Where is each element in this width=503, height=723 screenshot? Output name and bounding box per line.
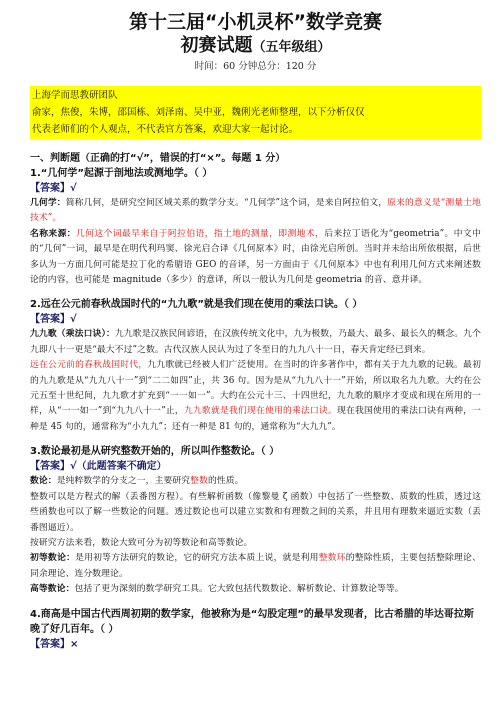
question-3: 3.数论最初是从研究整数开始的，所以叫作整数论。（ ） [30,446,280,458]
q3-text-a: 是纯粹数学的分支之一，主要研究 [56,476,191,487]
q3-explanation-5 [30,582,481,597]
q3-explanation-3: 按研究方法来看，数论大致可分为初等数论和高等数论。 [30,537,253,548]
q2-history-text: 九九歌就已经被人们广泛使用。在当时的许多著作中，都有关于九九歌的记载。最初的九九歌是从“九九八十一”到“二二如四”止，共 36 句。因为是从“九九八十一”开始，所以取名九九歌。大约在公元五至十世纪间，九九歌才扩充到“一一如一”。大约在公元十三、十四世纪，九九歌的顺序才变成和现在所用的一样，从“一一如一”到“九九八十一”止， [30,360,481,417]
q3-advanced-text: 包括了更为深刻的数学研究工具。它大致包括代数数论、解析数论、计算数论等等。 [74,584,404,595]
q2-explanation-2 [30,358,481,435]
q1-red-text: 原来的意义是“测量土地技术”。 [30,198,481,224]
notice-authors: 俞家，焦俊，朱博，邵国栋、刘泽南、吴中亚，魏俐光老师整理，以下分析仅仅 [32,107,365,118]
q1-term-label: 几何学： [30,198,66,208]
q2-red-text: 远在公元前的春秋战国时代， [30,360,148,371]
q3-text-b: 的性质。 [207,476,244,487]
q1-text: 简称几何，是研究空间区域关系的数学分支。“几何学”这个词，是来自阿拉伯文， [65,198,388,208]
q3-elementary-red: 整数环 [318,553,346,564]
q3-elementary-text-b: 的整除性质，主要包括整除理论、同余理论、连分数理论。 [30,553,481,579]
answer-3: 【答案】√（此题答案不确定） [30,461,167,473]
q1-origin-text: 后来拉丁语化为“geometria”。中文中的“几何”一词，最早是在明代利玛窦、徐光启合译《几何原本》时，由徐光启所创。当时并未给出所依根据，后世多认为一方面几何可能是拉丁化的希腊语 GEO 的音译，另一方面由于《几何原本》中也有利用几何方式来阐述数论的内容，也可能是 magnitude（多少）的意译，所以一般认为几何是 geometria 的音、意并译。 [30,228,481,286]
question-4: 4.商高是中国古代西周初期的数学家，他被称为是“勾股定理”的最早发现者，比古希腊的毕达哥拉斯晚了好几百年。（ ） [30,608,474,635]
q1-explanation-2 [30,227,481,289]
q2-history-text-2: 现在我国使用的乘法口诀有两种，一种是 45 句的，通常称为“小九九”；还有一种是 81 句的，通常称为“大九九”。 [30,406,482,432]
q2-text: 九九歌是汉族民间谚语，在汉族传统文化中，九为极数，乃最大、最多、最长久的概念。九个九即八十一更是“最大不过”之数。古代汉族人民认为过了冬至日的九九八十一日，春天肯定经已到来。 [30,329,481,355]
q1-explanation-1 [30,196,481,227]
notice-disclaimer: 代表老师们的个人观点，不代表官方答案，欢迎大家一起讨论。 [32,124,299,135]
q2-term-label: 九九歌（乘法口诀）： [30,329,115,340]
q2-explanation-1 [30,327,481,358]
q3-explanation-4 [30,551,481,582]
exam-subtitle-main: 初赛试题 [180,35,253,56]
q3-red-text: 整数 [190,476,208,487]
q3-advanced-label: 高等数论： [30,584,75,595]
q1-origin-label: 名称来源： [30,228,76,239]
q2-red-text-2: 九九歌就是我们现在使用的乘法口诀。 [183,406,338,417]
q3-elementary-text-a: 是用初等方法研究的数论，它的研究方法本质上说，就是利用 [75,553,319,564]
question-1: 1.“几何学”起源于剖地法或测地学。（ ） [30,168,213,179]
q3-explanation-2: 整数可以是方程式的解（丢番图方程）。有些解析函数（像黎曼 ζ 函数）中包括了一些整数、质数的性质，透过这些函数也可以了解一些数论的问题。透过数论也可以建立实数和有理数之间的关系，并且用有理数来逼近实数（丢番图逼近）。 [30,491,481,533]
contest-title: 第十三届“小机灵杯”数学竞赛 [129,11,382,33]
q3-elementary-label: 初等数论： [30,553,76,564]
q3-term-label: 数论： [30,476,57,487]
notice-team: 上海学而思教研团队 [32,90,118,101]
notice-block [30,86,481,139]
answer-2: 【答案】√ [30,314,77,326]
q1-origin-red: 几何这个词最早来自于阿拉伯语，指土地的测量，即测地术， [75,228,325,239]
question-2: 2.远在公元前春秋战国时代的“九九歌”就是我们现在使用的乘法口诀。（ ） [30,299,363,311]
section-title: 一、判断题（正确的打“√”，错误的打“×”。每题 1 分） [30,153,286,164]
answer-4: 【答案】× [30,638,79,650]
exam-grade-label: （五年级组） [252,40,331,55]
exam-subtitle [30,34,481,60]
answer-1: 【答案】√ [30,183,77,194]
q3-explanation-1 [30,474,481,489]
time-info: 时间：60 分钟总分：120 分 [194,61,317,72]
